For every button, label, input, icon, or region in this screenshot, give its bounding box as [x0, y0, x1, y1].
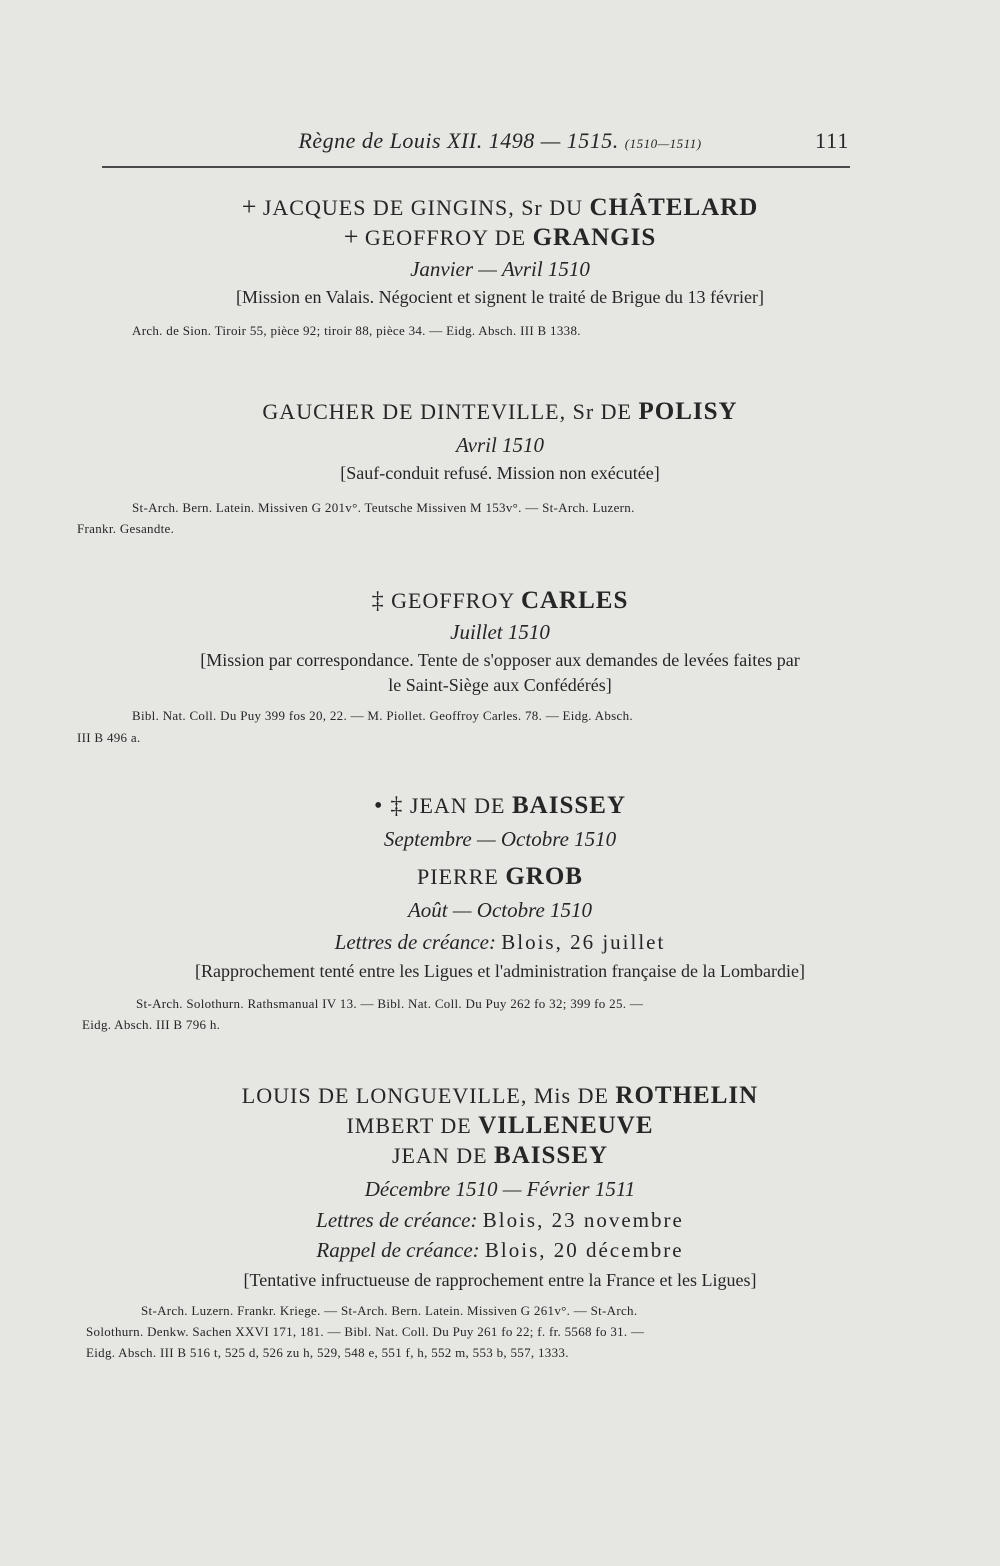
name-text: JACQUES DE GINGINS, Sr DU [262, 195, 584, 220]
entry-date: Septembre — Octobre 1510 [383, 827, 617, 851]
name-surname: ROTHELIN [615, 1082, 759, 1109]
entry-reference: Eidg. Absch. III B 796 h. [82, 1017, 221, 1032]
name-text: GAUCHER DE DINTEVILLE, Sr DE [262, 399, 632, 424]
entry-mission: [Sauf-conduit refusé. Mission non exécutée] [340, 463, 660, 483]
header-subtitle: (1510—1511) [624, 136, 702, 151]
name-text: GEOFFROY DE [364, 225, 527, 250]
name-surname: CARLES [520, 587, 629, 614]
entry-name [0, 792, 1000, 820]
credential-value: Blois, 23 novembre [482, 1208, 684, 1232]
entry-mission: [Mission en Valais. Négocient et signent le traité de Brigue du 13 février] [235, 287, 765, 307]
credential-line [0, 1238, 1000, 1263]
name-text: LOUIS DE LONGUEVILLE, Mis DE [241, 1083, 609, 1108]
cross-symbol: + [241, 192, 257, 221]
name-surname: BAISSEY [494, 1142, 609, 1169]
credential-line [0, 1208, 1000, 1233]
entry-reference: St-Arch. Solothurn. Rathsmanual IV 13. — Bibl. Nat. Coll. Du Puy 262 fo 32; 399 fo 25. — [136, 996, 644, 1011]
entry-date: Janvier — Avril 1510 [410, 257, 590, 281]
entry-name [0, 587, 1000, 615]
name-text: JEAN DE [391, 1143, 488, 1168]
entry-date: Juillet 1510 [450, 620, 550, 644]
entry-reference: Solothurn. Denkw. Sachen XXVI 171, 181. — Bibl. Nat. Coll. Du Puy 261 fo 22; f. fr. 5568 fo 31. — [86, 1324, 645, 1339]
entry-date: Décembre 1510 — Février 1511 [364, 1177, 636, 1201]
name-text: PIERRE [417, 864, 499, 889]
entry-name [0, 1082, 1000, 1110]
header-rule [102, 166, 850, 168]
entry-name [0, 1112, 1000, 1140]
name-surname: VILLENEUVE [478, 1112, 654, 1139]
entry-reference: Arch. de Sion. Tiroir 55, pièce 92; tiroir 88, pièce 34. — Eidg. Absch. III B 1338. [132, 323, 581, 338]
name-surname: POLISY [638, 398, 738, 425]
name-text: GEOFFROY [391, 588, 515, 613]
entry-reference: III B 496 a. [77, 730, 141, 745]
entry-reference: St-Arch. Bern. Latein. Missiven G 201v°. Teutsche Missiven M 153v°. — St-Arch. Luzern. [132, 500, 635, 515]
credential-value: Blois, 20 décembre [484, 1238, 684, 1262]
credential-label: Lettres de créance: [334, 930, 496, 954]
credential-value: Blois, 26 juillet [501, 930, 666, 954]
entry-name [0, 863, 1000, 891]
cross-symbol: + [343, 222, 359, 251]
running-header [0, 128, 1000, 154]
entry-mission: [Tentative infructueuse de rapprochement entre la France et les Ligues] [243, 1270, 757, 1290]
name-text: JEAN DE [409, 793, 506, 818]
double-cross-symbol: ‡ [371, 588, 385, 614]
entry-name [0, 192, 1000, 222]
credential-line [0, 930, 1000, 955]
entry-reference: Bibl. Nat. Coll. Du Puy 399 fos 20, 22. — M. Piollet. Geoffroy Carles. 78. — Eidg. Absch. [132, 708, 633, 723]
name-surname: GROB [505, 863, 583, 890]
name-surname: BAISSEY [512, 792, 626, 819]
entry-reference: St-Arch. Luzern. Frankr. Kriege. — St-Arch. Bern. Latein. Missiven G 261v°. — St-Arch. [141, 1303, 638, 1318]
header-title: Règne de Louis XII. 1498 — 1515. [298, 128, 619, 153]
name-surname: GRANGIS [532, 224, 657, 251]
entry-mission: le Saint-Siège aux Confédérés] [388, 675, 612, 695]
entry-date: Avril 1510 [455, 433, 545, 457]
credential-label: Lettres de créance: [316, 1208, 478, 1232]
name-text: IMBERT DE [346, 1113, 472, 1138]
entry-name [0, 1142, 1000, 1170]
name-surname: CHÂTELARD [589, 194, 759, 221]
entry-mission: [Rapprochement tenté entre les Ligues et l'administration française de la Lombardie] [194, 961, 805, 981]
entry-reference: Eidg. Absch. III B 516 t, 525 d, 526 zu h, 529, 548 e, 551 f, h, 552 m, 553 b, 557, 1333. [86, 1345, 569, 1360]
entry-mission: [Mission par correspondance. Tente de s'opposer aux demandes de levées faites par [200, 650, 800, 670]
double-cross-symbol: • ‡ [373, 793, 404, 819]
credential-label: Rappel de créance: [316, 1238, 480, 1262]
entry-name [0, 222, 1000, 252]
page-number: 111 [815, 128, 850, 153]
entry-name [0, 398, 1000, 426]
entry-date: Août — Octobre 1510 [407, 898, 593, 922]
entry-reference: Frankr. Gesandte. [77, 521, 175, 536]
